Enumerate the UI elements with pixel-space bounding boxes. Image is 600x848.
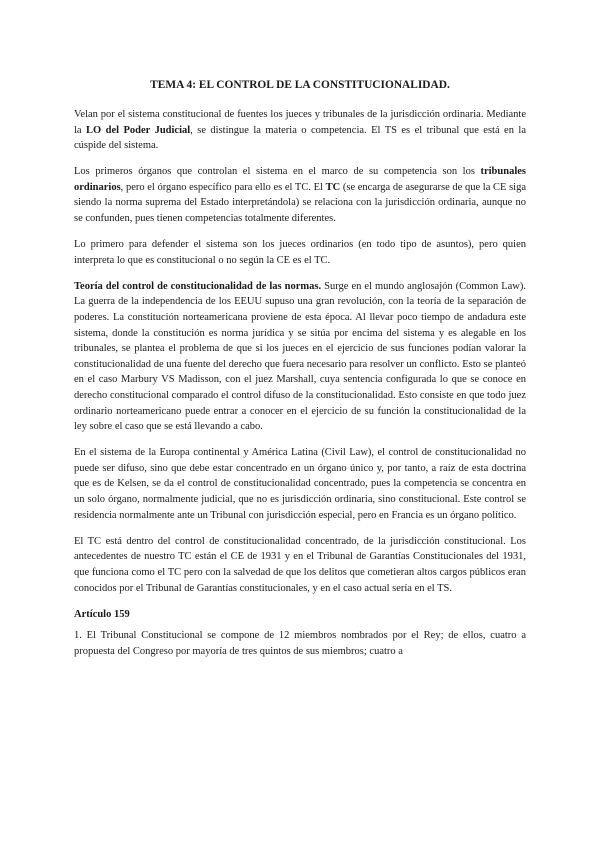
- bold-term-tc: TC: [325, 181, 341, 193]
- bold-term-tribunales: tribunales ordinarios: [74, 166, 526, 193]
- text: (se encarga de asegurarse de que la CE siga siendo la norma suprema del Estado interpretándola) se relaciona con la jurisdicción ordinaria, aunque no se confunden, pues tienen competencias totalmente diferentes.: [74, 181, 526, 225]
- paragraph-defensa-sistema: Lo primero para defender el sistema son los jueces ordinarios (en todo tipo de asuntos), pero quien interpreta lo que es constitucional o no según la CE es el TC.: [74, 239, 526, 266]
- section-heading-teoria: Teoría del control de constitucionalidad de las normas.: [74, 280, 322, 292]
- text: , se distingue la materia o competencia. El TS es el tribunal que está en la cúspide del sistema.: [74, 124, 526, 152]
- text: , pero el órgano específico para ello es el TC. El: [120, 181, 326, 193]
- paragraph-jurisdiccion-ordinaria: [74, 107, 526, 154]
- document-title: TEMA 4: EL CONTROL DE LA CONSTITUCIONALIDAD.: [150, 79, 450, 91]
- article-heading: Artículo 159: [74, 608, 130, 620]
- text: Velan por el sistema constitucional de fuentes los jueces y tribunales de la jurisdicción ordinaria. Mediante la: [74, 109, 526, 136]
- paragraph-tc-concentrado: El TC está dentro del control de constitucionalidad concentrado, de la jurisdicción constitucional. Los antecedentes de nuestro TC están el CE de 1931 y en el Tribunal de Garantías Constitucionales del 1931, que funciona como el TC pero con la salvedad de que los delitos que cometieran altos cargos públicos eran conocidos por el Tribunal de Garantías constitucionales, y en el caso actual sería en el TS.: [74, 535, 526, 594]
- paragraph-teoria-control: [74, 279, 526, 435]
- bold-term-lopj: LO del Poder Judicial: [86, 124, 191, 136]
- paragraph-articulo-159-1: 1. El Tribunal Constitucional se compone de 12 miembros nombrados por el Rey; de ellos, cuatro a propuesta del Congreso por mayoría de tres quintos de sus miembros; cuatro a: [74, 630, 526, 657]
- paragraph-europa-continental: En el sistema de la Europa continental y América Latina (Civil Law), el control de constitucionalidad no puede ser difuso, sino que debe estar concentrado en un órgano único y, por tanto, a raíz de esta doctrina que es de Kelsen, se da el control de constitucionalidad concentrado, pues la competencia se concentra en un solo órgano, normalmente judicial, que no es jurisdicción ordinaria, sino constitucional. Este control se residencia normalmente ante un Tribunal con jurisdicción especial, pero en Francia es un órgano político.: [74, 447, 526, 521]
- paragraph-tribunales-ordinarios: [74, 164, 526, 226]
- text: Los primeros órganos que controlan el sistema en el marco de su competencia son los: [74, 166, 481, 178]
- text: Surge en el mundo anglosajón (Common Law). La guerra de la independencia de los EEUU supuso una gran revolución, con la teoría de la separación de poderes. La constitución norteamericana proviene de esta época. Al llevar poco tiempo de andadura este sistema, donde la constitución es norma jurídica y se sitúa por encima del sistema y es alegable en los tribunales, se plantea el problema de que si los jueces en el ejercicio de sus funciones podían valorar la constitucionalidad de una fuente del derecho que fuera necesario para resolver un conflicto. Esto se planteó en el caso Marbury VS Madisson, con el juez Marshall, cuya sentencia configurada lo que se conoce en derecho constitucional comparado el control difuso de la constitucionalidad. Esto consiste en que todo juez ordinario norteamericano puede entrar a conocer en el ejercicio de su función la constitucionalidad de la ley sobre el caso que se está llevando a cabo.: [74, 280, 526, 433]
